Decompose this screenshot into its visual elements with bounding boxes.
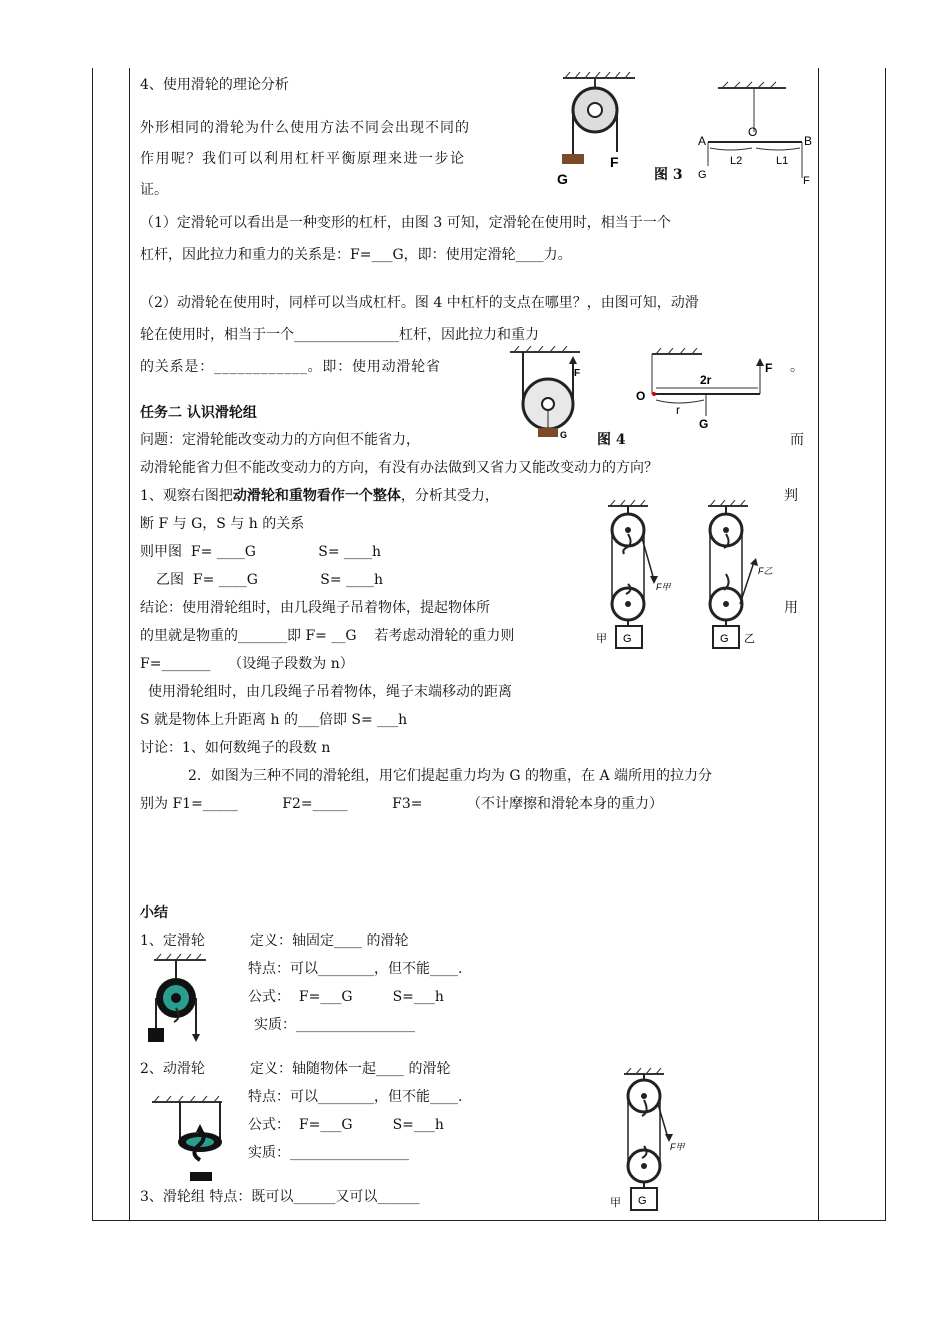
item1-line2: 杠杆，因此拉力和重力的关系是：F=___G，即：使用定滑轮____力。 [140,247,572,263]
section4-heading: 4、使用滑轮的理论分析 [140,77,289,93]
summary-movable-pulley-icon [150,1094,230,1186]
svg-text:G: G [623,633,632,645]
task2-conclusion-line1: 结论：使用滑轮组时，由几段绳子吊着物体，提起物体所 [140,600,490,616]
weight-block-icon [562,154,584,164]
task2-conclusion-line3: F=_______ （设绳子段数为 n） [140,656,354,672]
summary-movable-definition: 定义：轴随物体一起____ 的滑轮 [250,1061,451,1077]
svg-text:A: A [698,134,707,148]
summary-movable-formula: 公式： F=___G S=___h [248,1117,444,1133]
svg-text:F: F [574,368,581,379]
fig3-caption: 图 3 [654,167,683,183]
task2-observe-line1 [140,486,499,506]
task2-question-line1: 问题：定滑轮能改变动力的方向但不能省力， [140,432,420,448]
svg-text:F甲: F甲 [670,1142,685,1152]
svg-text:乙: 乙 [744,633,755,645]
task2-conclusion-line5: S 就是物体上升距离 h 的___倍即 S= ___h [140,712,408,728]
summary-movable-essence: 实质：_________________ [248,1145,409,1161]
svg-text:G: G [638,1195,647,1207]
item2-line1: （2）动滑轮在使用时，同样可以当成杠杆。图 4 中杠杆的支点在哪里？，由图可知，动滑 [140,295,699,311]
task2-observe-end: 判 [784,488,798,504]
section4-intro-line2: 作用呢？我们可以利用杠杆平衡原理来进一步论 [140,151,466,167]
task2-discussion-line1: 讨论：1、如何数绳子的段数 n [140,740,331,756]
svg-text:F乙: F乙 [758,566,773,576]
summary-fixed-name: 1、定滑轮 [140,933,205,949]
fig4-caption: 图 4 [597,432,626,448]
svg-text:甲: 甲 [610,1197,621,1209]
fig3-fixed-pulley-diagram [555,72,665,188]
task2-conclusion-line1-end: 用 [784,600,798,616]
fig4-movable-pulley-diagram [508,346,583,442]
svg-text:甲: 甲 [596,633,607,645]
pulley-group-jia-diagram [592,500,687,660]
item2-line3: 的关系是：____________。即：使用动滑轮省 [140,359,441,375]
task2-conclusion-line2: 的里就是物重的_______即 F= __G 若考虑动滑轮的重力则 [140,628,515,644]
weight-block-icon [538,428,558,437]
observe-bold: 动滑轮和重物看作一个整体 [232,488,401,504]
pulley-group-yi-diagram [700,500,790,660]
summary-movable-feature: 特点：可以________，但不能____. [248,1089,463,1105]
task2-conclusion-line4: 使用滑轮组时，由几段绳子吊着物体，绳子末端移动的距离 [148,684,512,700]
summary-pulley-group: 3、滑轮组 特点：既可以______又可以______ [140,1189,420,1205]
svg-text:F: F [765,361,773,375]
svg-text:G: G [560,430,568,440]
svg-text:F: F [803,175,810,187]
section4-intro-line1: 外形相同的滑轮为什么使用方法不同会出现不同的 [140,120,470,136]
task2-observe-line2: 断 F 与 G，S 与 h 的关系 [140,516,305,532]
svg-text:B: B [804,134,813,148]
svg-text:L2: L2 [730,155,743,167]
task2-question-line1-end: 而 [790,432,804,448]
item1-line1: （1）定滑轮可以看出是一种变形的杠杆，由图 3 可知，定滑轮在使用时，相当于一个 [140,215,671,231]
svg-text:F: F [610,154,619,170]
observe-suffix: ，分析其受力， [400,488,499,504]
task2-title: 任务二 认识滑轮组 [140,405,257,421]
table-column-divider-right [818,68,819,1220]
svg-text:2r: 2r [700,373,712,387]
ceiling-hatch-icon [563,72,635,78]
svg-text:r: r [676,403,680,417]
summary-title: 小结 [140,905,168,921]
section4-intro-line3: 证。 [140,182,168,198]
svg-text:O: O [748,125,758,139]
summary-fixed-definition: 定义：轴固定____ 的滑轮 [250,933,409,949]
svg-text:O: O [636,389,646,403]
summary-pulley-group-jia-diagram [602,1068,697,1218]
summary-fixed-pulley-icon [148,952,218,1044]
summary-fixed-essence: 实质：_________________ [254,1017,415,1033]
task2-yi-relation: 乙图 F= ____G S= ____h [156,572,384,588]
observe-prefix: 1、观察右图把 [140,488,233,504]
svg-text:G: G [698,169,707,181]
summary-fixed-formula: 公式： F=___G S=___h [248,989,444,1005]
summary-movable-name: 2、动滑轮 [140,1061,205,1077]
task2-discussion-line3: 别为 F1=_____ F2=_____ F3= （不计摩擦和滑轮本身的重力） [140,796,664,812]
svg-text:G: G [557,171,568,187]
svg-text:G: G [720,633,729,645]
fig4-lever-diagram [632,348,782,433]
task2-jia-relation: 则甲图 F= ____G S= ____h [140,544,382,560]
item2-line3-end: 。 [790,359,804,375]
task2-discussion-line2: 2．如图为三种不同的滑轮组，用它们提起重力均为 G 的物重，在 A 端所用的拉力分 [188,768,712,784]
table-column-divider-left [129,68,130,1220]
fig3-lever-diagram [690,80,825,190]
task2-question-line2: 动滑轮能省力但不能改变动力的方向，有没有办法做到又省力又能改变动力的方向？ [140,460,658,476]
summary-fixed-feature: 特点：可以________，但不能____. [248,961,463,977]
svg-text:F甲: F甲 [656,582,671,592]
svg-text:G: G [699,417,709,431]
item2-line2: 轮在使用时，相当于一个_______________杠杆，因此拉力和重力 [140,327,539,343]
svg-text:L1: L1 [776,155,789,167]
